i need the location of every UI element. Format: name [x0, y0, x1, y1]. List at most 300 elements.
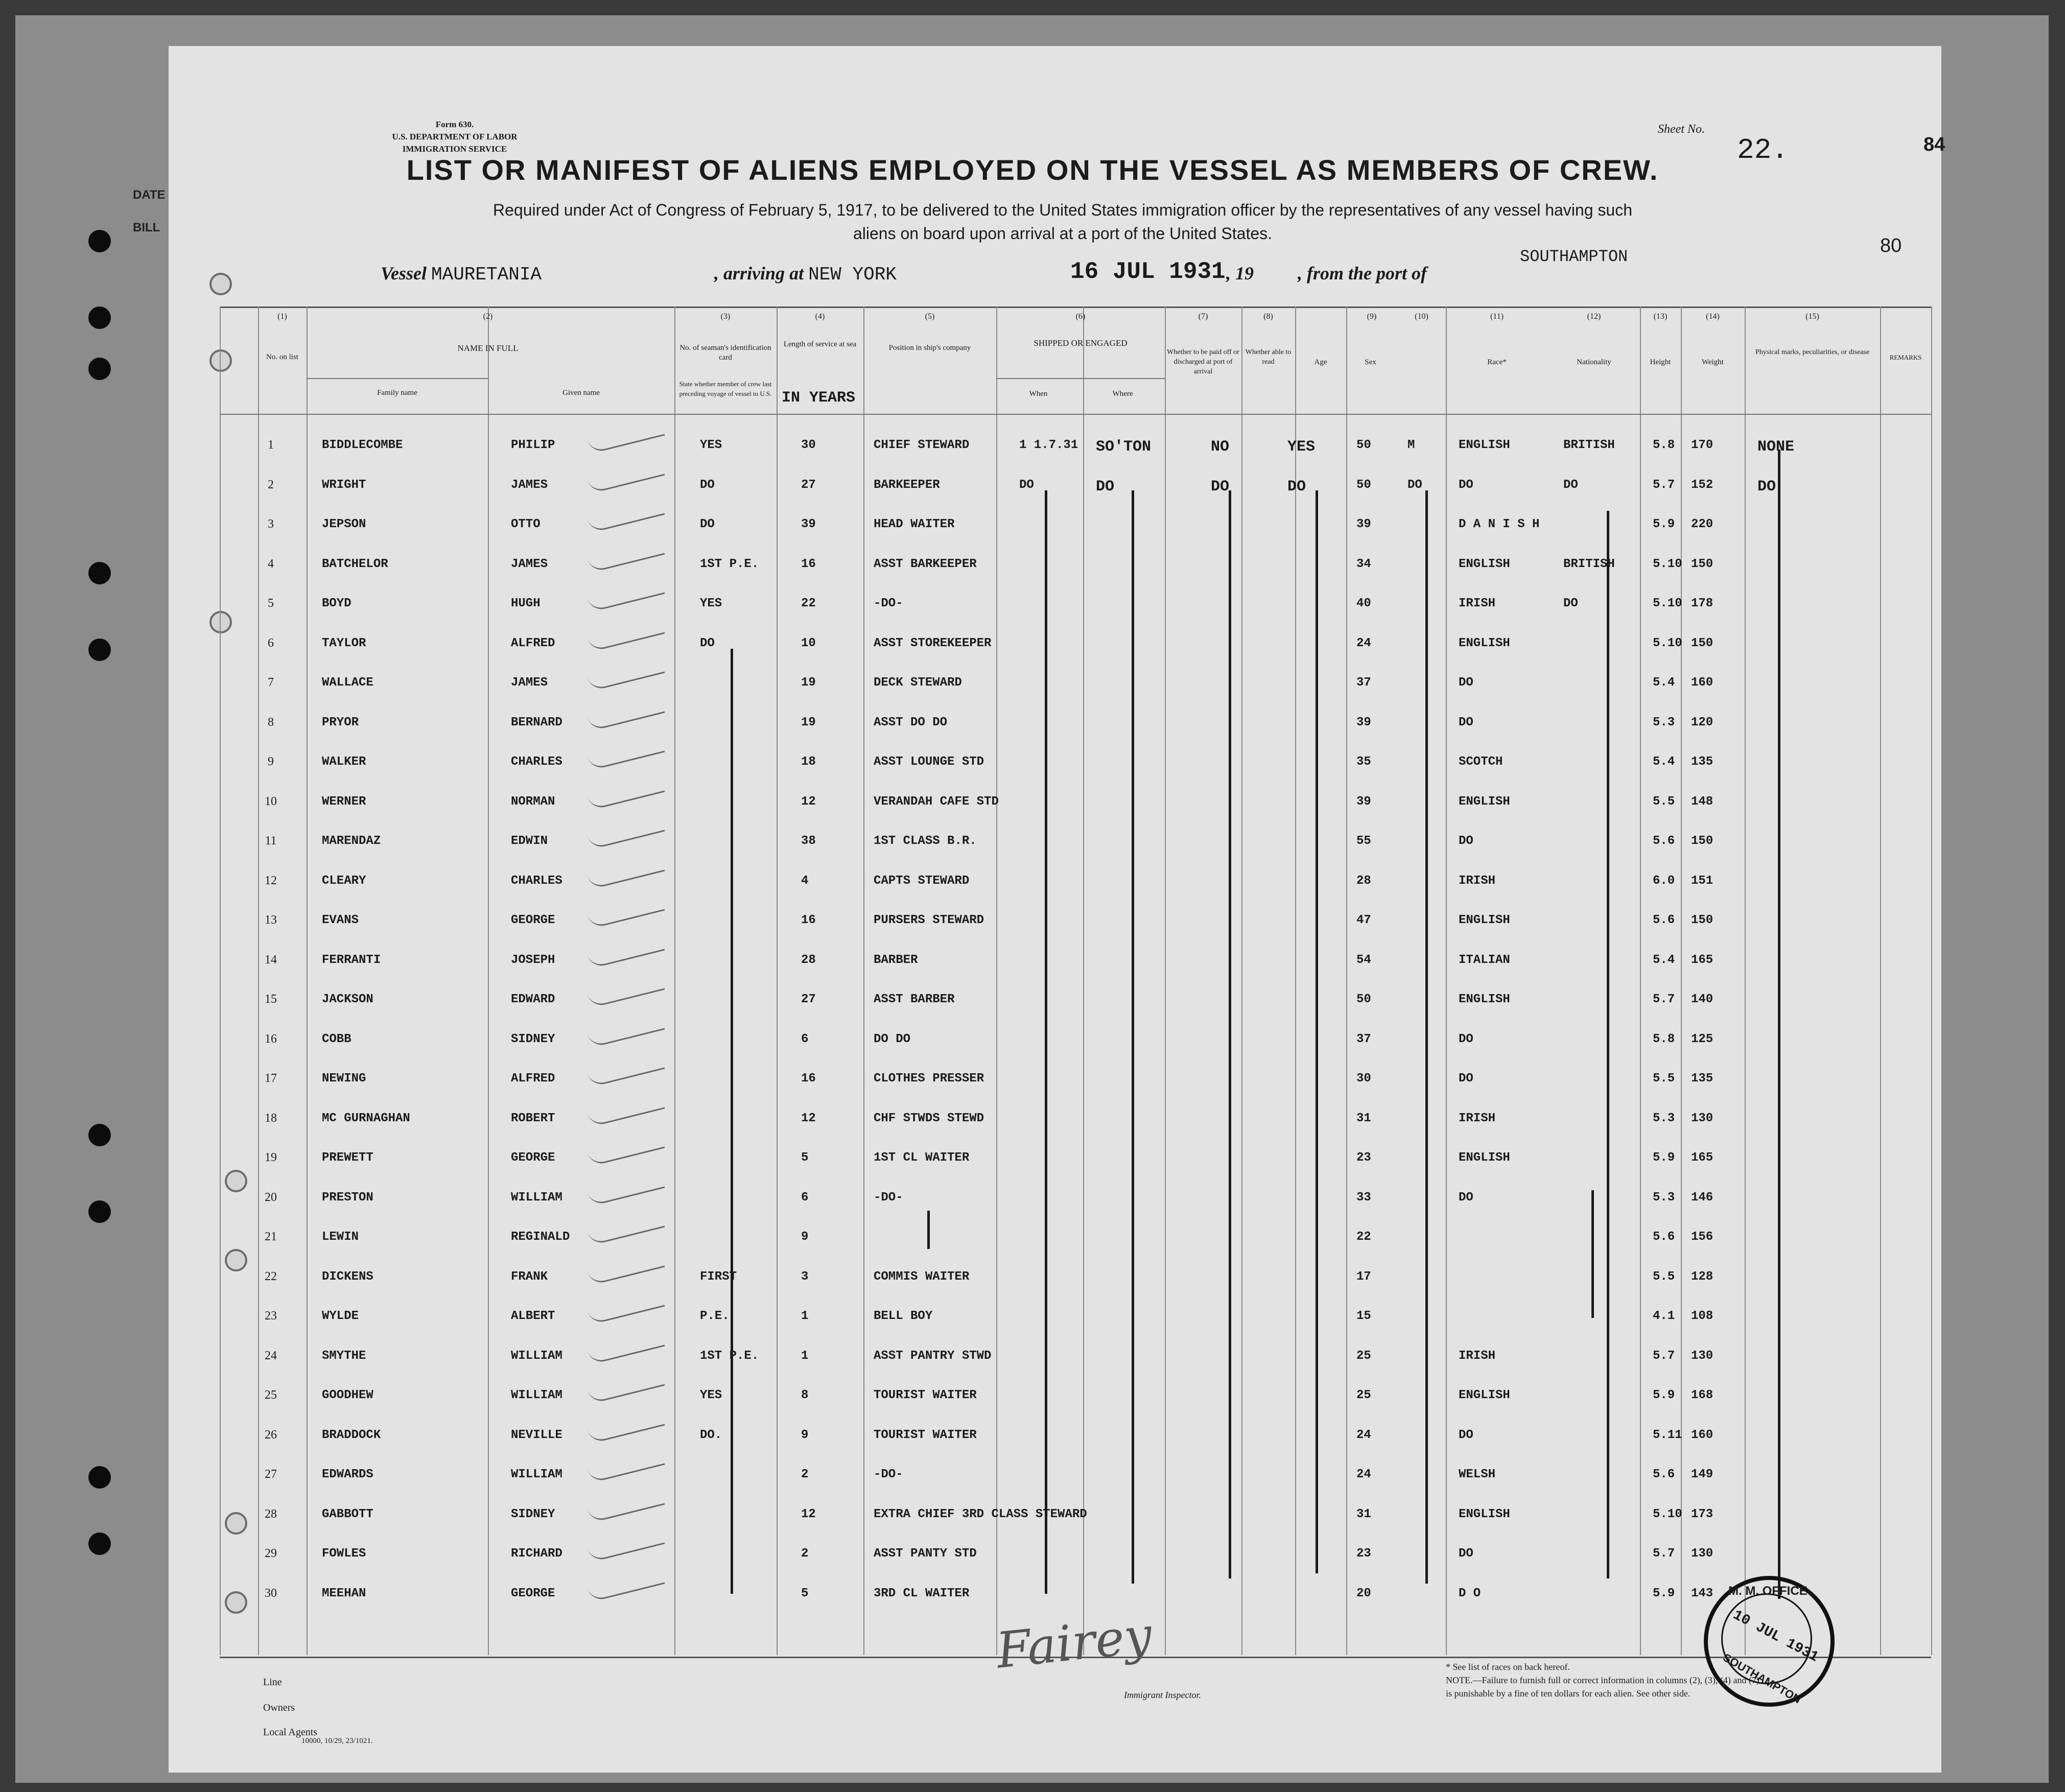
family-name-cell: GABBOTT [322, 1507, 373, 1521]
seaman-card-cell: YES [700, 597, 722, 610]
weight-cell: 178 [1691, 597, 1714, 610]
header-no-on-list: No. on list [266, 353, 298, 361]
race-cell: DO [1459, 834, 1473, 848]
row-number: 2 [268, 478, 274, 491]
column-rule [1346, 306, 1347, 1655]
punch-hole [88, 1124, 111, 1146]
given-name-cell: ALFRED [511, 1072, 555, 1086]
length-cell: 9 [801, 1230, 809, 1244]
race-cell: WELSH [1459, 1468, 1496, 1481]
column-number: (8) [1263, 312, 1273, 321]
paid-off-cell: DO [1211, 478, 1230, 496]
height-cell: 5.4 [1653, 676, 1675, 690]
row-number: 21 [265, 1230, 277, 1243]
row-number: 30 [265, 1586, 277, 1600]
seaman-card-cell: DO [700, 478, 715, 492]
column-rule [996, 306, 997, 1655]
footnote-2: NOTE.—Failure to furnish full or correct information in columns (2), (3), (4) and (7) [1446, 1675, 1759, 1685]
weight-cell: 150 [1691, 636, 1714, 650]
age-cell: 22 [1356, 1230, 1371, 1244]
weight-cell: 128 [1691, 1269, 1714, 1284]
footnote-1: * See list of races on back hereof. [1446, 1662, 1570, 1672]
given-name-cell: JAMES [511, 557, 548, 571]
family-name-cell: FERRANTI [322, 953, 381, 967]
length-cell: 27 [801, 993, 816, 1006]
given-name-cell: REGINALD [511, 1230, 570, 1244]
column-rule [863, 306, 864, 1655]
position-cell: BARBER [874, 953, 918, 967]
crew-table [220, 306, 1931, 1658]
seaman-card-cell: 1ST P.E. [700, 1349, 759, 1363]
stamp-date: 10 JUL 1931 [1730, 1607, 1821, 1666]
given-name-cell: BERNARD [511, 715, 562, 729]
height-cell: 5.5 [1653, 1072, 1675, 1086]
seaman-card-cell: FIRST [700, 1269, 737, 1284]
agents-label: Local Agents [263, 1727, 318, 1738]
row-number: 19 [265, 1151, 277, 1164]
height-cell: 5.8 [1653, 438, 1675, 452]
race-cell: ITALIAN [1459, 953, 1510, 967]
form-header [373, 119, 536, 155]
arrival-date-stamp: 16 JUL 1931 [1070, 258, 1226, 285]
height-cell: 5.4 [1653, 755, 1675, 769]
weight-cell: 130 [1691, 1547, 1714, 1561]
year-suffix: , 19 [1226, 263, 1254, 284]
race-cell: ENGLISH [1459, 438, 1510, 452]
header-race: Race* [1487, 358, 1507, 366]
subtitle-line-1: Required under Act of Congress of February 5, 1917, to be delivered to the United States immigration officer by the representatives of any vessel having such [493, 201, 1632, 219]
column-number: (6) [1075, 312, 1086, 321]
position-cell: ASST PANTRY STWD [874, 1349, 992, 1363]
length-cell: 5 [801, 1151, 809, 1165]
height-cell: 5.6 [1653, 1468, 1675, 1481]
column-number: (5) [925, 312, 935, 321]
column-rule [1446, 306, 1447, 1655]
row-number: 22 [265, 1269, 277, 1283]
weight-cell: 148 [1691, 794, 1714, 809]
header-family-name: Family name [377, 389, 417, 397]
height-cell: 5.7 [1653, 478, 1675, 492]
weight-cell: 220 [1691, 517, 1714, 531]
height-cell: 6.0 [1653, 874, 1675, 888]
ditto-line [1778, 450, 1780, 1599]
weight-cell: 146 [1691, 1190, 1714, 1205]
column-rule [1640, 306, 1641, 1655]
seaman-card-cell: P.E. [700, 1309, 730, 1323]
position-cell: ASST BARBER [874, 993, 955, 1006]
age-cell: 40 [1356, 597, 1371, 610]
age-cell: 24 [1356, 1468, 1371, 1481]
weight-cell: 165 [1691, 953, 1714, 967]
length-cell: 19 [801, 676, 816, 690]
length-cell: 16 [801, 1072, 816, 1086]
given-name-cell: PHILIP [511, 438, 555, 452]
given-name-cell: GEORGE [511, 1151, 555, 1165]
department: U.S. DEPARTMENT OF LABOR [392, 132, 518, 142]
weight-cell: 151 [1691, 874, 1714, 888]
height-cell: 5.6 [1653, 1230, 1675, 1244]
age-cell: 39 [1356, 517, 1371, 531]
given-name-cell: JOSEPH [511, 953, 555, 967]
header-given-name: Given name [562, 389, 600, 397]
weight-cell: 150 [1691, 834, 1714, 848]
punch-hole [88, 358, 111, 380]
nationality-cell: BRITISH [1563, 438, 1615, 452]
length-cell: 4 [801, 874, 809, 888]
race-cell: IRISH [1459, 597, 1496, 610]
position-cell: BARKEEPER [874, 478, 940, 492]
page-subtitle [358, 198, 1768, 245]
position-cell: ASST DO DO [874, 715, 948, 729]
position-cell: ASST LOUNGE STD [874, 755, 984, 769]
punch-hole [88, 562, 111, 584]
column-number: (9) [1367, 312, 1377, 321]
race-cell: D A N I S H [1459, 517, 1540, 531]
margin-number: 84 [1923, 134, 1945, 155]
position-cell: VERANDAH CAFE STD [874, 794, 999, 809]
weight-cell: 165 [1691, 1151, 1714, 1165]
length-cell: 16 [801, 913, 816, 927]
height-cell: 5.7 [1653, 1349, 1675, 1363]
column-number: (1) [277, 312, 287, 321]
race-cell: SCOTCH [1459, 755, 1503, 769]
ditto-line [1045, 490, 1047, 1594]
seaman-card-cell: DO. [700, 1428, 722, 1442]
age-cell: 33 [1356, 1190, 1371, 1205]
family-name-cell: BATCHELOR [322, 557, 388, 571]
column-number: (7) [1198, 312, 1208, 321]
position-cell: HEAD WAITER [874, 517, 955, 531]
race-cell: DO [1459, 1547, 1473, 1561]
height-cell: 5.9 [1653, 1388, 1675, 1402]
given-name-cell: JAMES [511, 478, 548, 492]
where-cell: SO'TON [1096, 438, 1152, 456]
punch-hole [88, 1200, 111, 1223]
given-name-cell: WILLIAM [511, 1468, 562, 1481]
family-name-cell: CLEARY [322, 874, 366, 888]
length-cell: 27 [801, 478, 816, 492]
position-cell: -DO- [874, 1190, 903, 1205]
height-cell: 5.7 [1653, 1547, 1675, 1561]
family-name-cell: BOYD [322, 597, 351, 610]
punch-hole [88, 639, 111, 661]
race-cell: D O [1459, 1586, 1481, 1600]
row-number: 9 [268, 755, 274, 768]
left-stub-line-2: BILL [133, 221, 160, 234]
subheader-rule [996, 378, 1165, 379]
length-cell: 6 [801, 1032, 809, 1046]
column-rule [307, 306, 308, 1655]
form-number: Form 630. [435, 120, 474, 129]
position-cell: EXTRA CHIEF 3RD CLASS STEWARD [874, 1507, 1087, 1521]
header-rule [220, 414, 1931, 415]
header-where: Where [1112, 390, 1133, 398]
height-cell: 5.3 [1653, 1190, 1675, 1205]
position-cell: DO DO [874, 1032, 911, 1046]
family-name-cell: NEWING [322, 1072, 366, 1086]
row-number: 13 [265, 913, 277, 927]
length-cell: 10 [801, 636, 816, 650]
ditto-line [1591, 1190, 1594, 1318]
length-cell: 12 [801, 1507, 816, 1521]
given-name-cell: GEORGE [511, 1586, 555, 1600]
length-cell: 1 [801, 1349, 809, 1363]
ditto-line [1316, 490, 1318, 1573]
ditto-line [1425, 490, 1428, 1584]
row-number: 27 [265, 1468, 277, 1481]
race-cell: ENGLISH [1459, 1151, 1510, 1165]
position-cell: TOURIST WAITER [874, 1388, 977, 1402]
family-name-cell: PRESTON [322, 1190, 373, 1205]
row-number: 23 [265, 1309, 277, 1323]
height-cell: 5.5 [1653, 794, 1675, 809]
inspector-signature: Fairey [993, 1606, 1155, 1680]
race-cell: ENGLISH [1459, 794, 1510, 809]
length-cell: 22 [801, 597, 816, 610]
row-number: 4 [268, 557, 274, 571]
position-cell: CAPTS STEWARD [874, 874, 970, 888]
vessel-label: Vessel [381, 263, 427, 284]
header-name-in-full: NAME IN FULL [457, 343, 519, 353]
position-cell: COMMIS WAITER [874, 1269, 970, 1284]
ditto-line [927, 1211, 930, 1249]
family-name-cell: JEPSON [322, 517, 366, 531]
header-seaman-card: No. of seaman's identification card [679, 344, 771, 362]
column-rule [1745, 306, 1746, 1655]
row-number: 14 [265, 953, 277, 966]
length-typed-note: IN YEARS [782, 389, 856, 407]
race-cell: ENGLISH [1459, 557, 1510, 571]
weight-cell: 120 [1691, 715, 1714, 729]
vessel-name: MAURETANIA [431, 264, 542, 285]
family-name-cell: WRIGHT [322, 478, 366, 492]
given-name-cell: WILLIAM [511, 1190, 562, 1205]
family-name-cell: MEEHAN [322, 1586, 366, 1600]
row-number: 28 [265, 1507, 277, 1521]
weight-cell: 149 [1691, 1468, 1714, 1481]
column-rule [1241, 306, 1242, 1655]
family-name-cell: PREWETT [322, 1151, 373, 1165]
weight-cell: 135 [1691, 1072, 1714, 1086]
height-cell: 5.10 [1653, 636, 1682, 650]
race-cell: ENGLISH [1459, 913, 1510, 927]
length-cell: 18 [801, 755, 816, 769]
sheet-label: Sheet No. [1658, 123, 1705, 136]
age-cell: 50 [1356, 478, 1371, 492]
column-number: (2) [483, 312, 493, 321]
given-name-cell: FRANK [511, 1269, 548, 1284]
sex-cell: DO [1407, 478, 1422, 492]
weight-cell: 170 [1691, 438, 1714, 452]
age-cell: 30 [1356, 1072, 1371, 1086]
position-cell: ASST PANTY STD [874, 1547, 977, 1561]
row-number: 24 [265, 1349, 277, 1362]
column-rule [1880, 306, 1881, 1655]
age-cell: 24 [1356, 636, 1371, 650]
column-number: (14) [1706, 312, 1720, 321]
length-cell: 2 [801, 1547, 809, 1561]
race-cell: DO [1459, 676, 1473, 690]
height-cell: 5.10 [1653, 597, 1682, 610]
able-read-cell: DO [1287, 478, 1306, 496]
column-rule [674, 306, 675, 1655]
family-name-cell: SMYTHE [322, 1349, 366, 1363]
height-cell: 5.9 [1653, 1586, 1675, 1600]
row-number: 16 [265, 1032, 277, 1046]
age-cell: 23 [1356, 1547, 1371, 1561]
row-number: 29 [265, 1547, 277, 1560]
weight-cell: 160 [1691, 1428, 1714, 1442]
position-cell: BELL BOY [874, 1309, 933, 1323]
punch-ring [209, 273, 232, 295]
family-name-cell: TAYLOR [322, 636, 366, 650]
column-rule [488, 306, 489, 1655]
length-cell: 16 [801, 557, 816, 571]
family-name-cell: WERNER [322, 794, 366, 809]
office-stamp [1704, 1576, 1835, 1707]
row-number: 15 [265, 993, 277, 1006]
column-rule [1295, 306, 1296, 1655]
able-read-cell: YES [1287, 438, 1316, 456]
column-number: (13) [1653, 312, 1668, 321]
given-name-cell: SIDNEY [511, 1507, 555, 1521]
position-cell: 1ST CLASS B.R. [874, 834, 977, 848]
punch-hole [88, 306, 111, 329]
given-name-cell: ROBERT [511, 1111, 555, 1125]
header-age: Age [1314, 358, 1327, 366]
stamp-top-text: M. M. OFFICE [1728, 1584, 1808, 1598]
height-cell: 5.10 [1653, 557, 1682, 571]
weight-cell: 108 [1691, 1309, 1714, 1323]
weight-cell: 130 [1691, 1349, 1714, 1363]
age-cell: 25 [1356, 1388, 1371, 1402]
subheader-rule [307, 378, 488, 379]
position-cell: CHF STWDS STEWD [874, 1111, 984, 1125]
height-cell: 5.6 [1653, 913, 1675, 927]
paid-off-cell: NO [1211, 438, 1230, 456]
given-name-cell: OTTO [511, 517, 541, 531]
weight-cell: 156 [1691, 1230, 1714, 1244]
weight-cell: 160 [1691, 676, 1714, 690]
family-name-cell: FOWLES [322, 1547, 366, 1561]
arriving-label: , arriving at [714, 263, 804, 284]
row-number: 20 [265, 1190, 277, 1204]
nationality-cell: DO [1563, 478, 1578, 492]
footnote-3: is punishable by a fine of ten dollars for each alien. See other side. [1446, 1688, 1691, 1699]
family-name-cell: JACKSON [322, 993, 373, 1006]
family-name-cell: WALKER [322, 755, 366, 769]
when-cell: DO [1019, 478, 1034, 492]
header-remarks: REMARKS [1889, 353, 1922, 361]
length-cell: 30 [801, 438, 816, 452]
family-name-cell: WYLDE [322, 1309, 359, 1323]
height-cell: 5.11 [1653, 1428, 1682, 1442]
given-name-cell: ALFRED [511, 636, 555, 650]
header-when: When [1029, 390, 1048, 398]
height-cell: 5.10 [1653, 1507, 1682, 1521]
family-name-cell: COBB [322, 1032, 351, 1046]
weight-cell: 143 [1691, 1586, 1714, 1600]
family-name-cell: PRYOR [322, 715, 359, 729]
margin-number-2: 80 [1880, 235, 1902, 256]
age-cell: 23 [1356, 1151, 1371, 1165]
weight-cell: 173 [1691, 1507, 1714, 1521]
race-cell: DO [1459, 1032, 1473, 1046]
column-rule [1681, 306, 1682, 1655]
column-number: (15) [1805, 312, 1819, 321]
row-number: 18 [265, 1111, 277, 1125]
ditto-line [1607, 511, 1609, 1578]
race-cell: ENGLISH [1459, 1388, 1510, 1402]
physical-cell: DO [1757, 478, 1776, 496]
length-cell: 12 [801, 1111, 816, 1125]
length-cell: 6 [801, 1190, 809, 1205]
race-cell: IRISH [1459, 1111, 1496, 1125]
header-shipped: SHIPPED OR ENGAGED [1034, 338, 1128, 348]
line-label: Line [263, 1677, 282, 1688]
header-physical: Physical marks, peculiarities, or disease [1755, 348, 1870, 356]
length-cell: 2 [801, 1468, 809, 1481]
header-position: Position in ship's company [888, 344, 971, 352]
inspector-label: Immigrant Inspector. [1124, 1690, 1201, 1700]
weight-cell: 135 [1691, 755, 1714, 769]
height-cell: 5.3 [1653, 715, 1675, 729]
header-able-read: Whether able to read [1245, 348, 1292, 366]
given-name-cell: JAMES [511, 676, 548, 690]
weight-cell: 140 [1691, 993, 1714, 1006]
given-name-cell: NORMAN [511, 794, 555, 809]
length-cell: 38 [801, 834, 816, 848]
family-name-cell: MC GURNAGHAN [322, 1111, 410, 1125]
length-cell: 8 [801, 1388, 809, 1402]
height-cell: 5.9 [1653, 517, 1675, 531]
family-name-cell: BIDDLECOMBE [322, 438, 403, 452]
family-name-cell: GOODHEW [322, 1388, 373, 1402]
age-cell: 50 [1356, 993, 1371, 1006]
age-cell: 37 [1356, 676, 1371, 690]
punch-hole [88, 1532, 111, 1555]
age-cell: 50 [1356, 438, 1371, 452]
age-cell: 35 [1356, 755, 1371, 769]
length-cell: 3 [801, 1269, 809, 1284]
given-name-cell: RICHARD [511, 1547, 562, 1561]
row-number: 10 [265, 794, 277, 808]
column-rule [1931, 306, 1932, 1655]
from-port: SOUTHAMPTON [1520, 247, 1628, 266]
given-name-cell: WILLIAM [511, 1349, 562, 1363]
seaman-card-cell: 1ST P.E. [700, 557, 759, 571]
position-cell: TOURIST WAITER [874, 1428, 977, 1442]
vessel-line [381, 263, 897, 285]
physical-cell: NONE [1757, 438, 1795, 456]
owners-label: Owners [263, 1702, 295, 1713]
weight-cell: 150 [1691, 913, 1714, 927]
position-cell: DECK STEWARD [874, 676, 962, 690]
page-title: LIST OR MANIFEST OF ALIENS EMPLOYED ON THE VESSEL AS MEMBERS OF CREW. [406, 154, 1659, 186]
seaman-card-cell: YES [700, 1388, 722, 1402]
row-number: 3 [268, 517, 274, 531]
nationality-cell: BRITISH [1563, 557, 1615, 571]
subtitle-line-2: aliens on board upon arrival at a port of the United States. [853, 224, 1273, 243]
sheet-number: 22. [1737, 134, 1789, 167]
given-name-cell: SIDNEY [511, 1032, 555, 1046]
age-cell: 31 [1356, 1111, 1371, 1125]
length-cell: 28 [801, 953, 816, 967]
height-cell: 5.4 [1653, 953, 1675, 967]
ditto-line [731, 649, 733, 1594]
age-cell: 55 [1356, 834, 1371, 848]
header-seaman-note: State whether member of crew last preceding voyage of vessel to U.S. [679, 380, 772, 397]
